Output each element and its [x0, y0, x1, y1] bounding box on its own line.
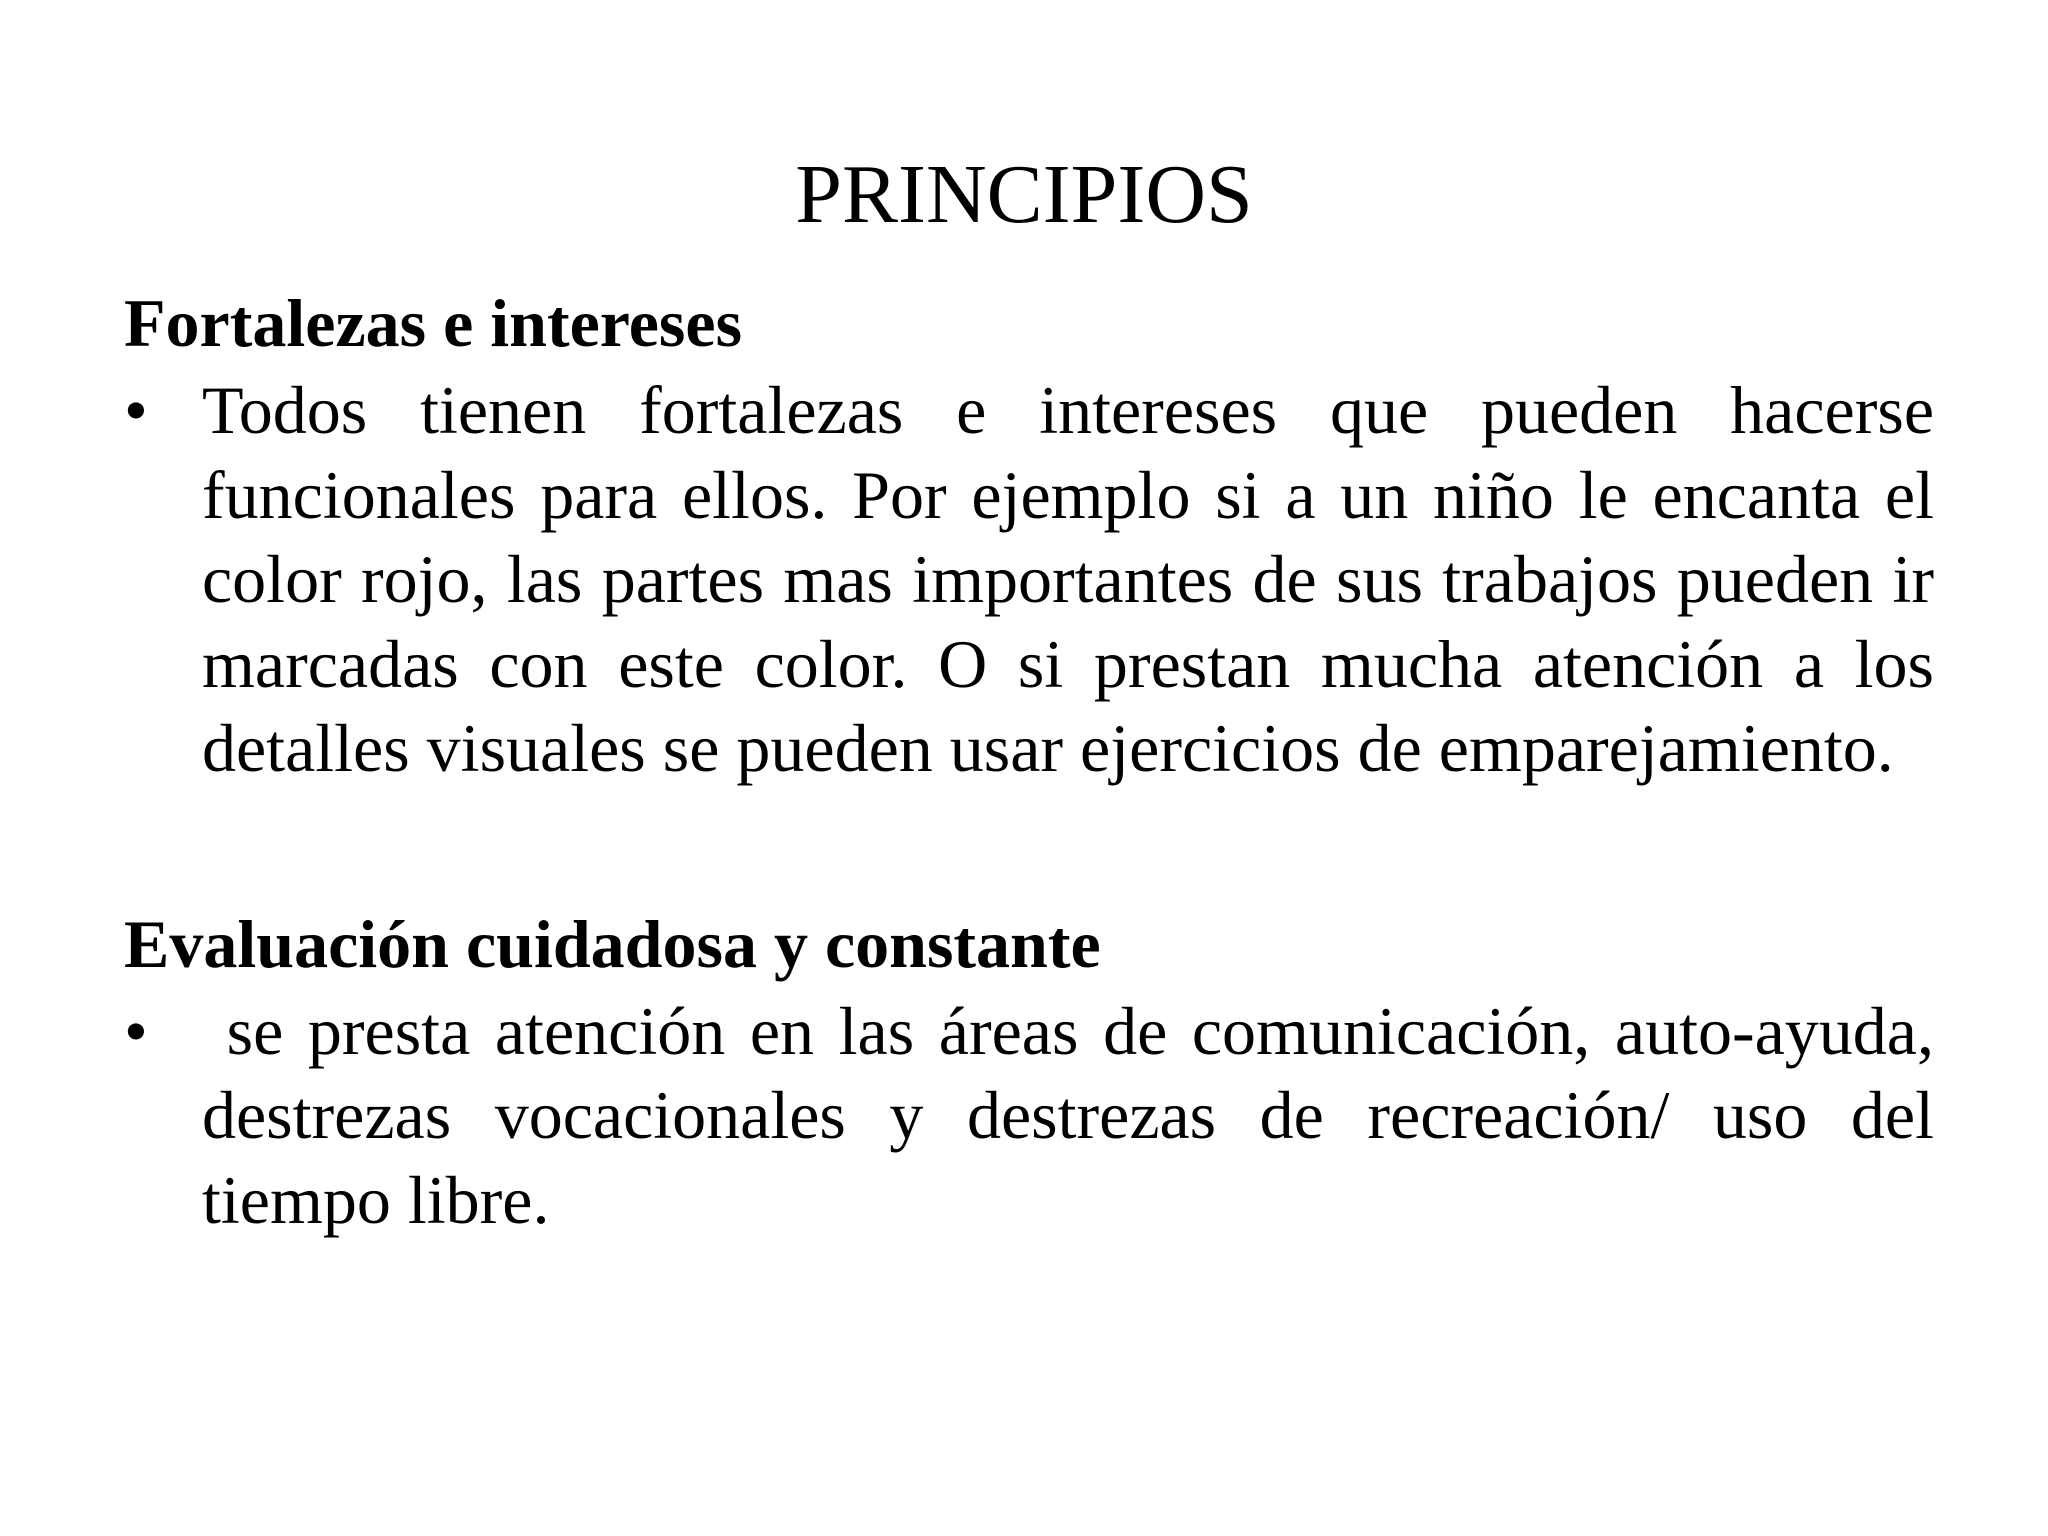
slide-title: PRINCIPIOS [795, 148, 1253, 241]
section-heading: Evaluación cuidadosa y constante [124, 905, 1101, 982]
section-fortalezas [124, 282, 1934, 791]
bullet-text: se presta atención en las áreas de comunicación, auto-ayuda, destrezas vocacionales y destrezas de recreación/ uso del tiempo libre. [202, 992, 1951, 1238]
section-heading: Fortalezas e intereses [124, 285, 743, 361]
section-evaluacion [124, 903, 1951, 1243]
section-spacer [124, 791, 1934, 903]
bullet-icon: • [124, 372, 148, 448]
slide-content [124, 282, 1951, 1242]
bullet-text: Todos tienen fortalezas e intereses que pueden hacerse funcionales para ellos. Por ejemplo si a un niño le encanta el color rojo, las partes mas importantes de sus trabajos pueden ir marcadas con este color. O si prestan mucha atención a los detalles visuales se pueden usar ejercicios de emparejamiento. [202, 372, 1934, 786]
bullet-item [124, 368, 1934, 791]
bullet-icon: • [124, 992, 148, 1069]
bullet-item [124, 989, 1951, 1243]
